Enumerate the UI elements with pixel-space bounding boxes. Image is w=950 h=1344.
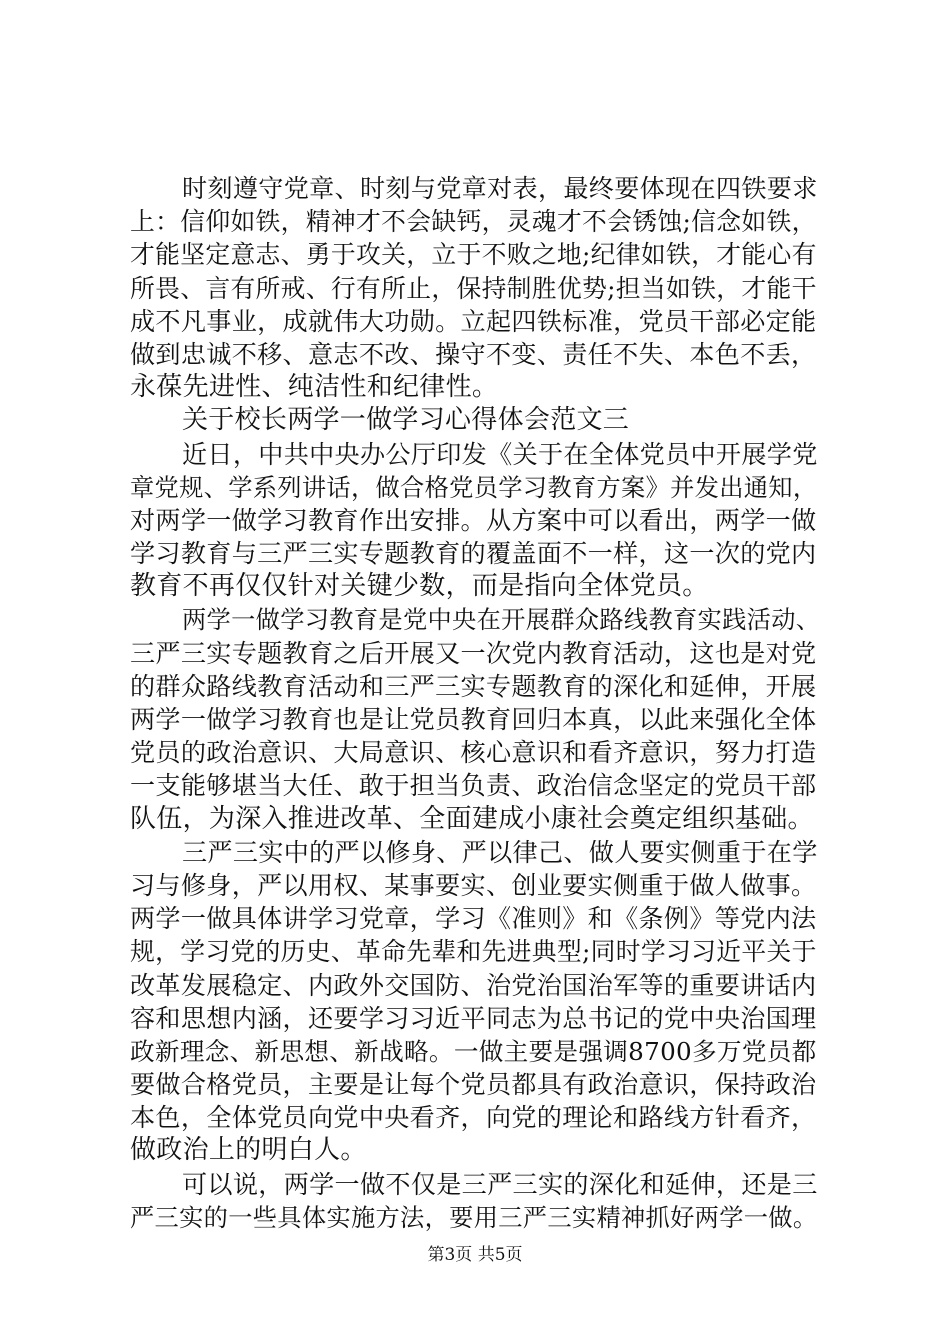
paragraph-line: 学习教育与三严三实专题教育的覆盖面不一样，这一次的党内	[130, 539, 817, 569]
paragraph-line: 做政治上的明白人。	[130, 1135, 367, 1166]
paragraph-line: 近日，中共中央办公厅印发《关于在全体党员中开展学党	[182, 439, 818, 469]
paragraph-line: 两学一做学习教育是党中央在开展群众路线教育实践活动、	[182, 605, 821, 635]
paragraph-line: 时刻遵守党章、时刻与党章对表，最终要体现在四铁要求	[182, 174, 818, 203]
paragraph-line: 成不凡事业，成就伟大功勋。立起四铁标准，党员干部必定能	[130, 306, 817, 336]
paragraph-line: 两学一做学习教育也是让党员教育回归本真，以此来强化全体	[130, 705, 817, 734]
paragraph-line: 章党规、学系列讲话，做合格党员学习教育方案》并发出通知，	[130, 472, 818, 502]
page-number-footer: 第3页 共5页	[427, 1245, 523, 1265]
paragraph-line: 改革发展稳定、内政外交国防、治党治国治军等的重要讲话内	[130, 970, 817, 1000]
paragraph-line: 上：信仰如铁，精神才不会缺钙，灵魂才不会锈蚀;信念如铁，	[130, 207, 817, 237]
paragraph-line: 才能坚定意志、勇于攻关，立于不败之地;纪律如铁，才能心有	[130, 240, 817, 270]
paragraph-line: 政新理念、新思想、新战略。一做主要是强调8700多万党员都	[130, 1036, 817, 1066]
paragraph-line: 规，学习党的历史、革命先辈和先进典型;同时学习习近平关于	[130, 937, 817, 967]
paragraph-line: 要做合格党员，主要是让每个党员都具有政治意识，保持政治	[130, 1070, 817, 1100]
paragraph-line: 三严三实中的严以修身、严以律己、做人要实侧重于在学	[182, 837, 818, 867]
paragraph-line: 的群众路线教育活动和三严三实专题教育的深化和延伸，开展	[130, 671, 817, 701]
paragraph-line: 两学一做具体讲学习党章，学习《准则》和《条例》等党内法	[130, 904, 817, 934]
section-title: 关于校长两学一做学习心得体会范文三	[182, 405, 630, 436]
paragraph-line: 可以说，两学一做不仅是三严三实的深化和延伸，还是三	[182, 1169, 818, 1199]
paragraph-line: 三严三实专题教育之后开展又一次党内教育活动，这也是对党	[130, 638, 817, 668]
document-body	[130, 172, 820, 1234]
paragraph-line: 容和思想内涵，还要学习习近平同志为总书记的党中央治国理	[130, 1003, 817, 1033]
paragraph-line: 队伍，为深入推进改革、全面建成小康社会奠定组织基础。	[130, 803, 814, 834]
paragraph-line: 本色，全体党员向党中央看齐，向党的理论和路线方针看齐，	[130, 1103, 817, 1133]
paragraph-line: 做到忠诚不移、意志不改、操守不变、责任不失、本色不丢，	[130, 339, 817, 369]
paragraph-line: 习与修身，严以用权、某事要实、创业要实侧重于做人做事。	[130, 870, 817, 900]
paragraph-line: 对两学一做学习教育作出安排。从方案中可以看出，两学一做	[130, 505, 817, 535]
paragraph-line: 一支能够堪当大任、敢于担当负责、政治信念坚定的党员干部	[130, 771, 817, 801]
paragraph-line: 党员的政治意识、大局意识、核心意识和看齐意识，努力打造	[130, 738, 817, 768]
paragraph-line: 严三实的一些具体实施方法，要用三严三实精神抓好两学一做。	[130, 1202, 818, 1232]
paragraph-line: 教育不再仅仅针对关键少数，而是指向全体党员。	[130, 571, 709, 602]
paragraph-line: 所畏、言有所戒、行有所止，保持制胜优势;担当如铁，才能干	[130, 273, 817, 303]
paragraph-line: 永葆先进性、纯洁性和纪律性。	[130, 372, 499, 403]
